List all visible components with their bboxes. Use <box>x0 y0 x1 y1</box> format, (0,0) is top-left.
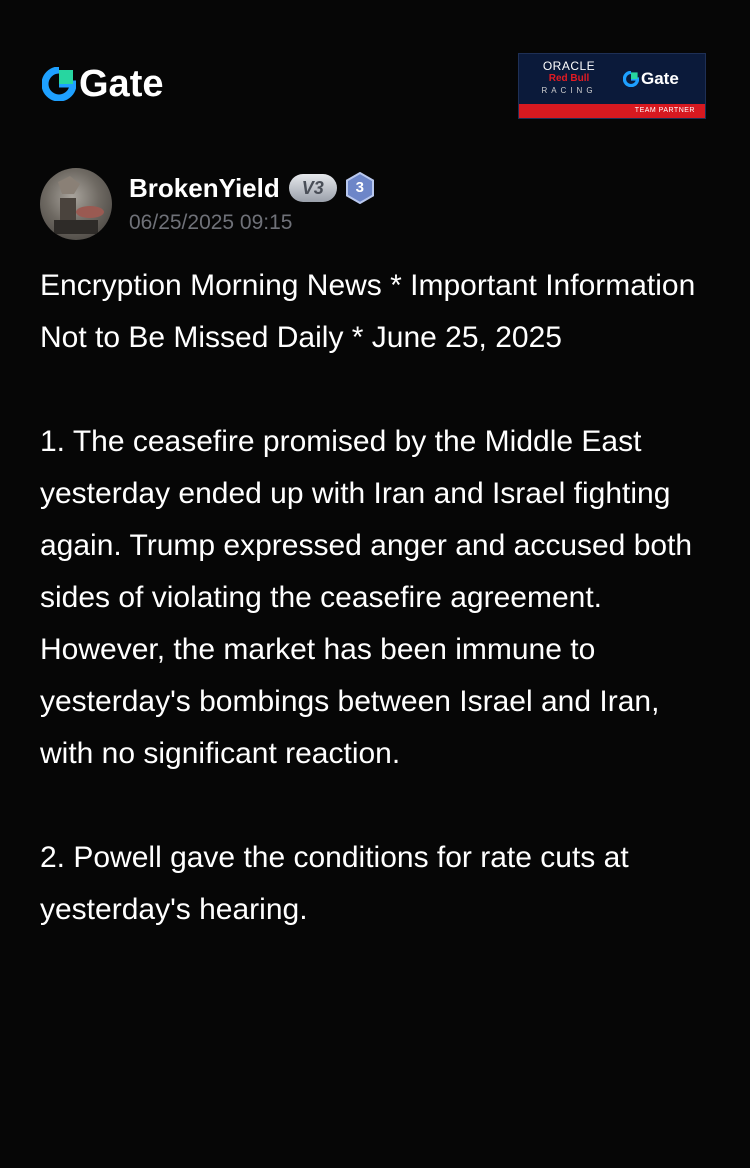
post-author <box>40 168 375 240</box>
gate-logo-icon <box>42 67 76 101</box>
post-content <box>40 260 720 936</box>
vip-badge: V3 <box>289 174 337 202</box>
partner-gate-logo <box>623 69 679 89</box>
redbull-text: Red Bull <box>548 73 590 84</box>
post-paragraph: 1. The ceasefire promised by the Middle East yesterday ended up with Iran and Israel fighting again. Trump expressed anger and accused both sides of violating the ceasefire agreement. However, the market has been immune to yesterday's bombings between Israel and Iran, with no significant reaction. <box>40 425 693 770</box>
avatar-image-icon <box>40 168 112 240</box>
partner-gate-icon <box>623 71 639 87</box>
avatar[interactable] <box>40 168 112 240</box>
gate-logo[interactable] <box>42 64 163 104</box>
post-paragraph: 2. Powell gave the conditions for rate cuts at yesterday's hearing. <box>40 841 629 926</box>
redbull-racing-logo <box>529 60 609 97</box>
level-number: 3 <box>355 179 364 196</box>
partner-banner[interactable] <box>518 53 706 119</box>
racing-text: RACING <box>541 86 597 95</box>
partner-gate-text: Gate <box>641 69 679 88</box>
post-title: Encryption Morning News * Important Information Not to Be Missed Daily * June 25, 2025 <box>40 269 696 354</box>
oracle-text: ORACLE <box>542 59 596 73</box>
partner-strip: TEAM PARTNER <box>519 104 705 118</box>
post-date: 06/25/2025 09:15 <box>129 211 293 234</box>
author-name[interactable]: BrokenYield <box>129 173 280 203</box>
level-badge <box>345 172 375 204</box>
brand-name: Gate <box>79 63 164 105</box>
